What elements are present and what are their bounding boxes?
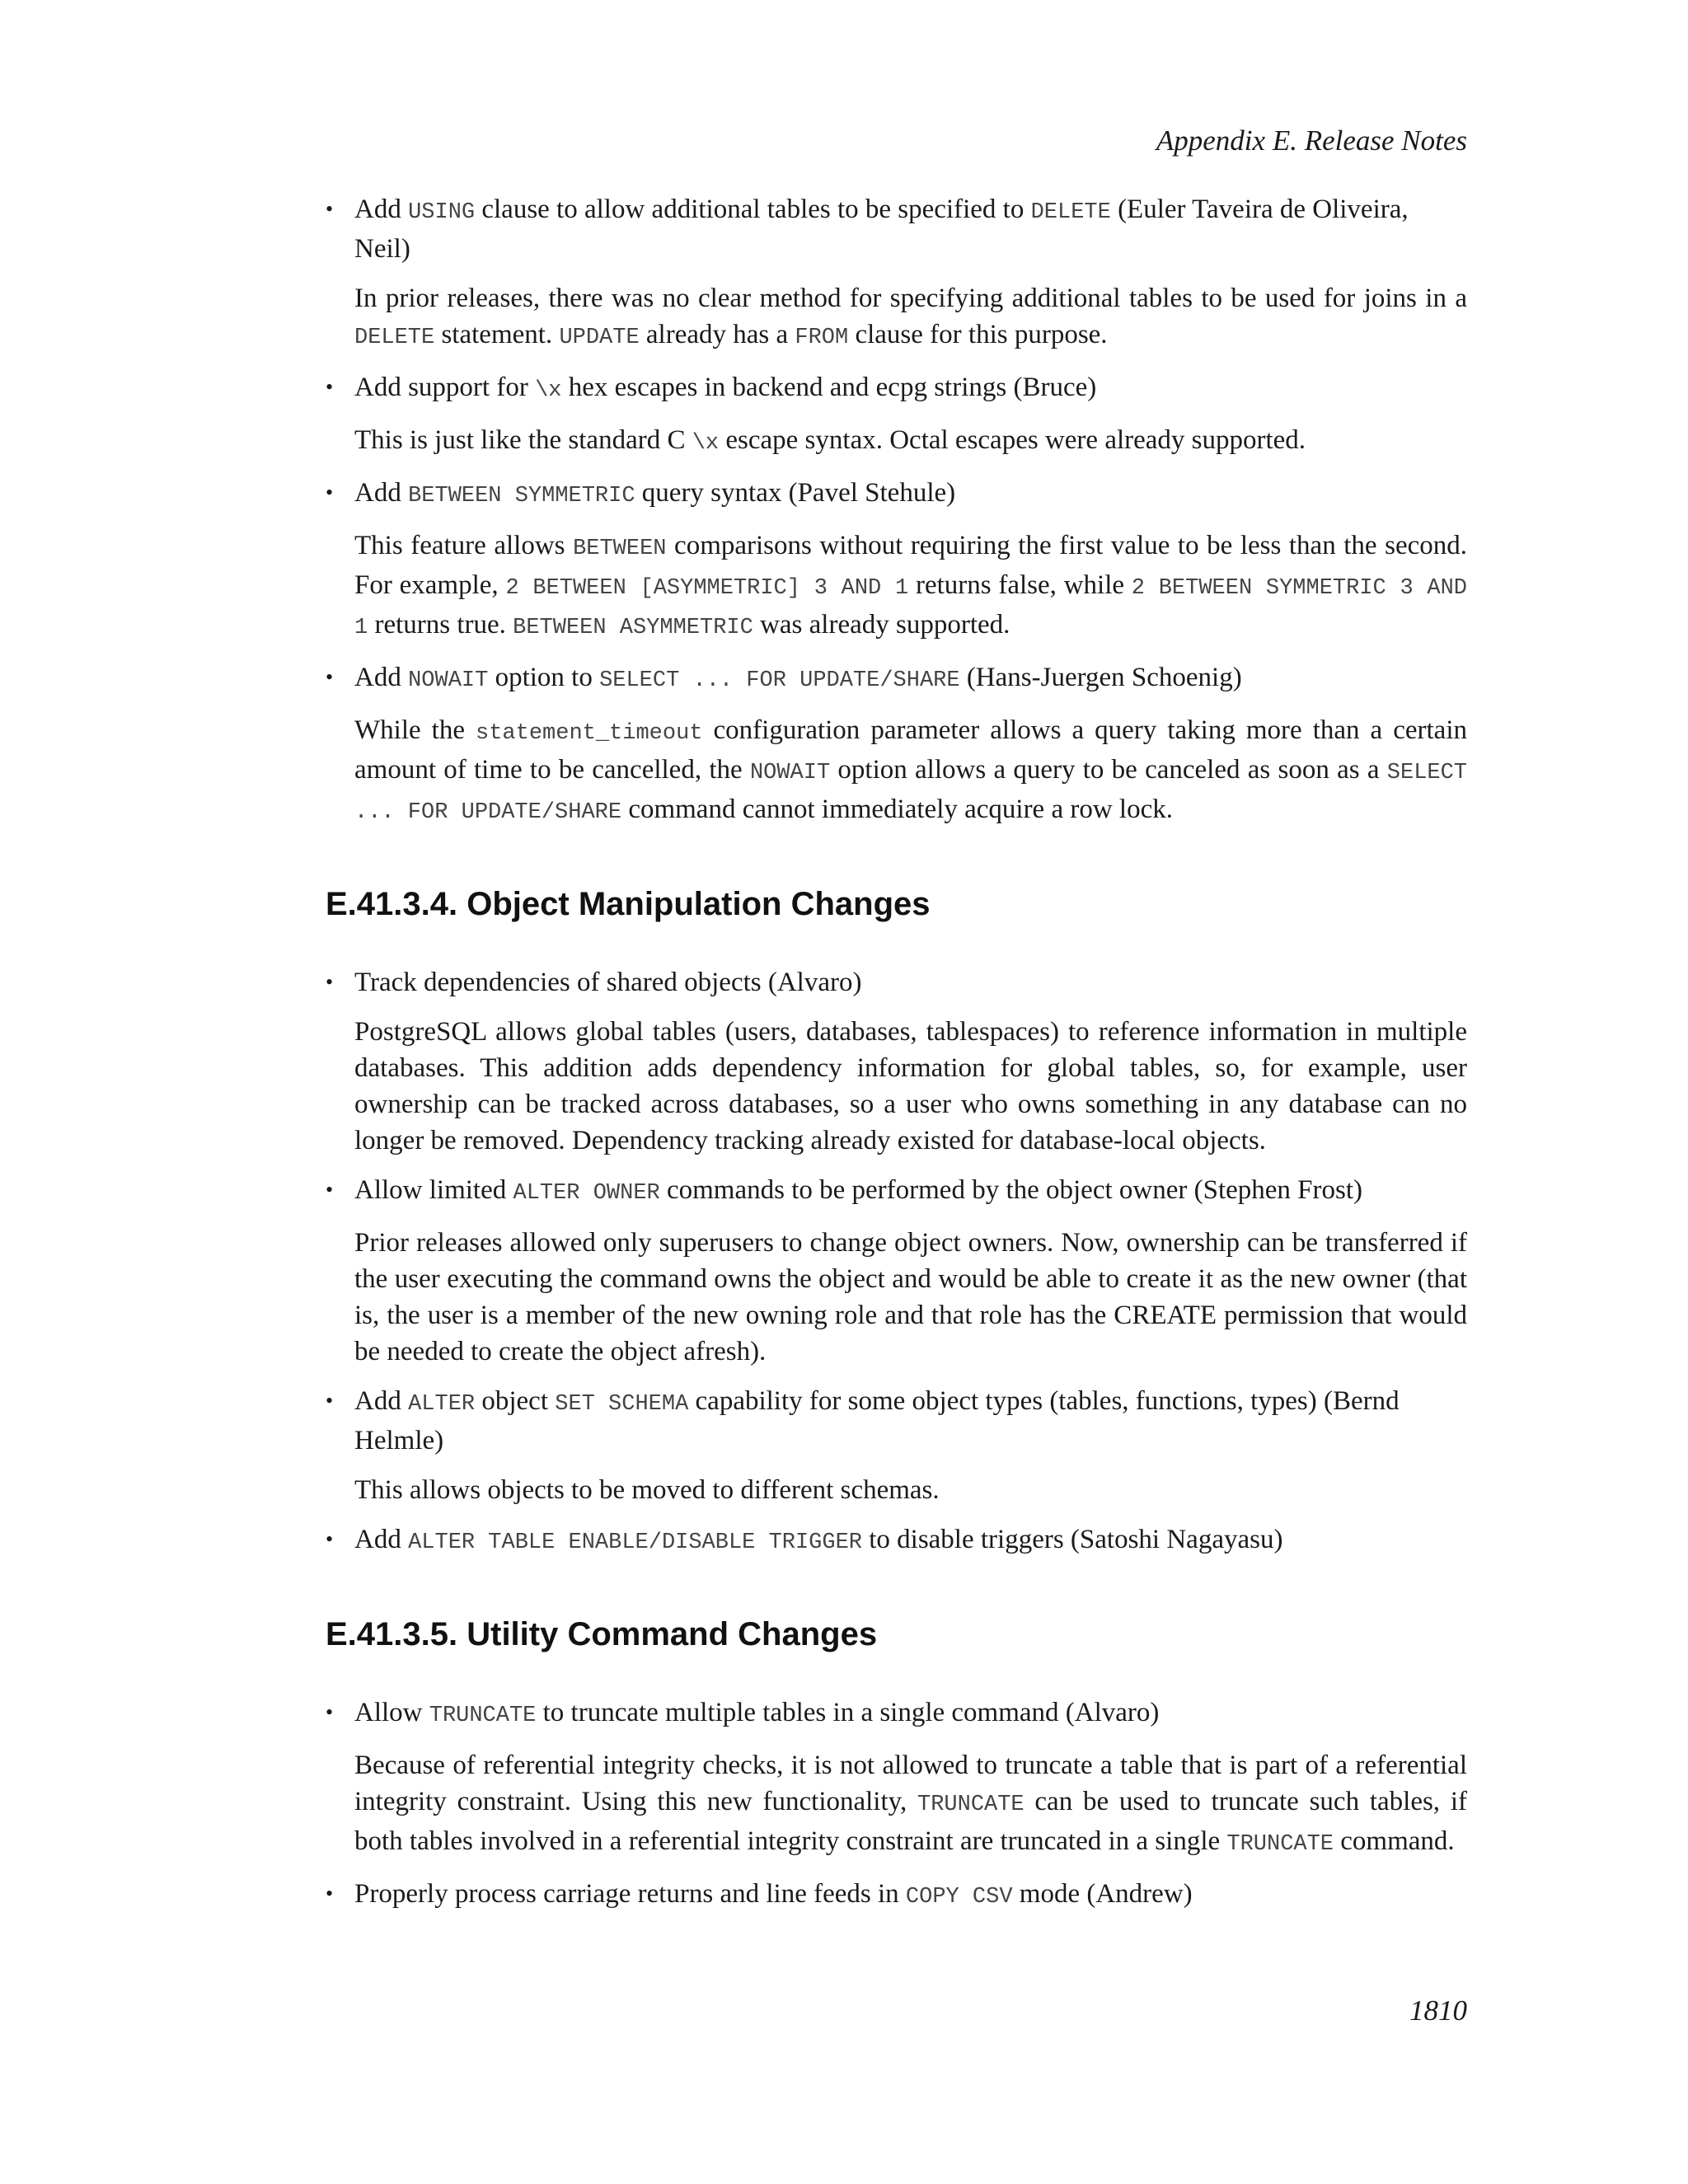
- inline-code: COPY CSV: [905, 1885, 1013, 1910]
- text-run: Add support for: [354, 373, 536, 402]
- text-run: Add: [354, 1386, 409, 1416]
- item-title: [354, 191, 1467, 267]
- list-item: [326, 369, 1467, 462]
- text-run: can be used to truncate such tables, if both tables involved in a referential integrity constraint are truncated in a single: [354, 1787, 1467, 1856]
- text-run: In prior releases, there was no clear method for specifying additional tables to be used for joins in a: [354, 284, 1467, 313]
- text-run: statement.: [434, 320, 560, 349]
- text-run: comparisons without requiring the first value to be less than the second. For example,: [354, 531, 1467, 600]
- item-title: [354, 964, 1467, 1001]
- inline-code: ALTER OWNER: [513, 1181, 660, 1206]
- text-run: This allows objects to be moved to different schemas.: [354, 1475, 940, 1505]
- text-run: option allows a query to be canceled as soon as a: [830, 755, 1387, 785]
- bullet-icon: •: [326, 197, 334, 221]
- text-run: clause for this purpose.: [848, 320, 1108, 349]
- text-run: Properly process carriage returns and line feeds in: [354, 1879, 906, 1909]
- running-header: Appendix E. Release Notes: [1156, 124, 1467, 157]
- list-item: [326, 475, 1467, 646]
- item-description: [354, 1747, 1467, 1863]
- bullet-icon: •: [326, 1178, 334, 1202]
- list-item: [326, 964, 1467, 1159]
- text-run: (Hans-Juergen Schoenig): [959, 663, 1242, 692]
- item-title: [354, 369, 1467, 409]
- inline-code: NOWAIT: [749, 761, 831, 785]
- bullet-icon: •: [326, 970, 334, 994]
- inline-code: DELETE: [354, 326, 435, 350]
- list-item: [326, 1172, 1467, 1370]
- item-title: [354, 1383, 1467, 1459]
- text-run: Add: [354, 1525, 409, 1554]
- item-title: [354, 1694, 1467, 1734]
- list-item: [326, 191, 1467, 356]
- text-run: Add: [354, 478, 409, 508]
- item-description: [354, 712, 1467, 831]
- inline-code: ALTER TABLE ENABLE/DISABLE TRIGGER: [408, 1530, 862, 1555]
- text-run: escape syntax. Octal escapes were already supported.: [719, 425, 1306, 455]
- text-run: query syntax (Pavel Stehule): [635, 478, 956, 508]
- text-run: clause to allow additional tables to be specified to: [475, 194, 1031, 224]
- bullet-icon: •: [326, 1527, 334, 1551]
- bullet-icon: •: [326, 480, 334, 504]
- text-run: returns false, while: [908, 570, 1132, 600]
- item-description: [354, 527, 1467, 646]
- inline-code: USING: [408, 200, 476, 225]
- inline-code: statement_timeout: [476, 721, 703, 746]
- item-description: [354, 1472, 1467, 1508]
- text-run: Track dependencies of shared objects (Alvaro): [354, 968, 862, 997]
- section-heading: E.41.3.4. Object Manipulation Changes: [326, 886, 931, 922]
- list-item: [326, 659, 1467, 831]
- item-description: [354, 280, 1467, 356]
- text-run: option to: [488, 663, 600, 692]
- text-run: command.: [1334, 1826, 1455, 1856]
- inline-code: NOWAIT: [408, 668, 489, 693]
- text-run: This feature allows: [354, 531, 574, 560]
- text-run: While the: [354, 715, 476, 745]
- text-run: returns true.: [368, 610, 513, 640]
- item-title: [354, 1172, 1467, 1212]
- text-run: was already supported.: [753, 610, 1010, 640]
- text-run: already has a: [639, 320, 795, 349]
- section-heading: E.41.3.5. Utility Command Changes: [326, 1616, 878, 1652]
- bullet-icon: •: [326, 375, 334, 399]
- text-run: PostgreSQL allows global tables (users, databases, tablespaces) to reference information in multiple databases. This addition adds dependency information for global tables, so, for example, user ownership can be tracked across databases, so a user who owns something in any database can no longer be removed. Dependency tracking already existed for database-local objects.: [354, 1017, 1467, 1155]
- inline-code: SELECT ... FOR UPDATE/SHARE: [599, 668, 960, 693]
- list-item: [326, 1383, 1467, 1508]
- item-title: [354, 1876, 1467, 1915]
- inline-code: BETWEEN ASYMMETRIC: [513, 616, 753, 640]
- item-description: [354, 1225, 1467, 1370]
- text-run: hex escapes in backend and ecpg strings (Bruce): [561, 373, 1097, 402]
- bullet-icon: •: [326, 1882, 334, 1905]
- inline-code: TRUNCATE: [917, 1793, 1025, 1817]
- bullet-icon: •: [326, 1700, 334, 1724]
- inline-code: \x: [692, 431, 720, 456]
- text-run: Allow limited: [354, 1175, 513, 1205]
- item-description: [354, 422, 1467, 462]
- list-item: [326, 1694, 1467, 1863]
- item-description: [354, 1014, 1467, 1159]
- inline-code: BETWEEN SYMMETRIC: [408, 484, 635, 509]
- inline-code: FROM: [795, 326, 849, 350]
- text-run: Add: [354, 663, 409, 692]
- text-run: Allow: [354, 1698, 429, 1727]
- inline-code: SELECT ... FOR UPDATE/SHARE: [354, 761, 1468, 825]
- text-run: Prior releases allowed only superusers to change object owners. Now, ownership can be transferred if the user executing the command owns the object and would be able to create it as the new owner (that is, the user is a member of the new owning role and that role has the CREATE permission that would be needed to create the object afresh).: [354, 1228, 1467, 1366]
- bullet-icon: •: [326, 1389, 334, 1413]
- item-title: [354, 659, 1467, 699]
- inline-code: \x: [535, 378, 562, 403]
- inline-code: TRUNCATE: [1226, 1832, 1334, 1857]
- text-run: mode (Andrew): [1012, 1879, 1193, 1909]
- inline-code: 2 BETWEEN SYMMETRIC 3 AND 1: [354, 576, 1467, 640]
- bullet-icon: •: [326, 665, 334, 689]
- text-run: command cannot immediately acquire a row lock.: [621, 794, 1173, 824]
- list-item: [326, 1876, 1467, 1915]
- text-run: object: [475, 1386, 556, 1416]
- text-run: to truncate multiple tables in a single command (Alvaro): [536, 1698, 1160, 1727]
- text-run: (Euler Taveira de Oliveira, Neil): [354, 194, 1409, 264]
- text-run: commands to be performed by the object owner (Stephen Frost): [659, 1175, 1363, 1205]
- inline-code: DELETE: [1030, 200, 1111, 225]
- text-run: Add: [354, 194, 409, 224]
- text-run: Because of referential integrity checks, it is not allowed to truncate a table that is part of a referential integrity constraint. Using this new functionality,: [354, 1750, 1467, 1816]
- text-run: to disable triggers (Satoshi Nagayasu): [861, 1525, 1283, 1554]
- inline-code: SET SCHEMA: [555, 1392, 689, 1417]
- page-content: [326, 191, 1467, 1929]
- text-run: capability for some object types (tables, functions, types) (Bernd Helmle): [354, 1386, 1400, 1455]
- inline-code: BETWEEN: [573, 537, 667, 561]
- page-number: 1810: [1409, 1994, 1467, 2027]
- item-title: [354, 475, 1467, 514]
- inline-code: TRUNCATE: [429, 1704, 537, 1728]
- inline-code: ALTER: [408, 1392, 476, 1417]
- item-title: [354, 1521, 1467, 1561]
- text-run: configuration parameter allows a query taking more than a certain amount of time to be cancelled, the: [354, 715, 1468, 785]
- text-run: This is just like the standard C: [354, 425, 692, 455]
- inline-code: 2 BETWEEN [ASYMMETRIC] 3 AND 1: [505, 576, 909, 601]
- inline-code: UPDATE: [559, 326, 640, 350]
- list-item: [326, 1521, 1467, 1561]
